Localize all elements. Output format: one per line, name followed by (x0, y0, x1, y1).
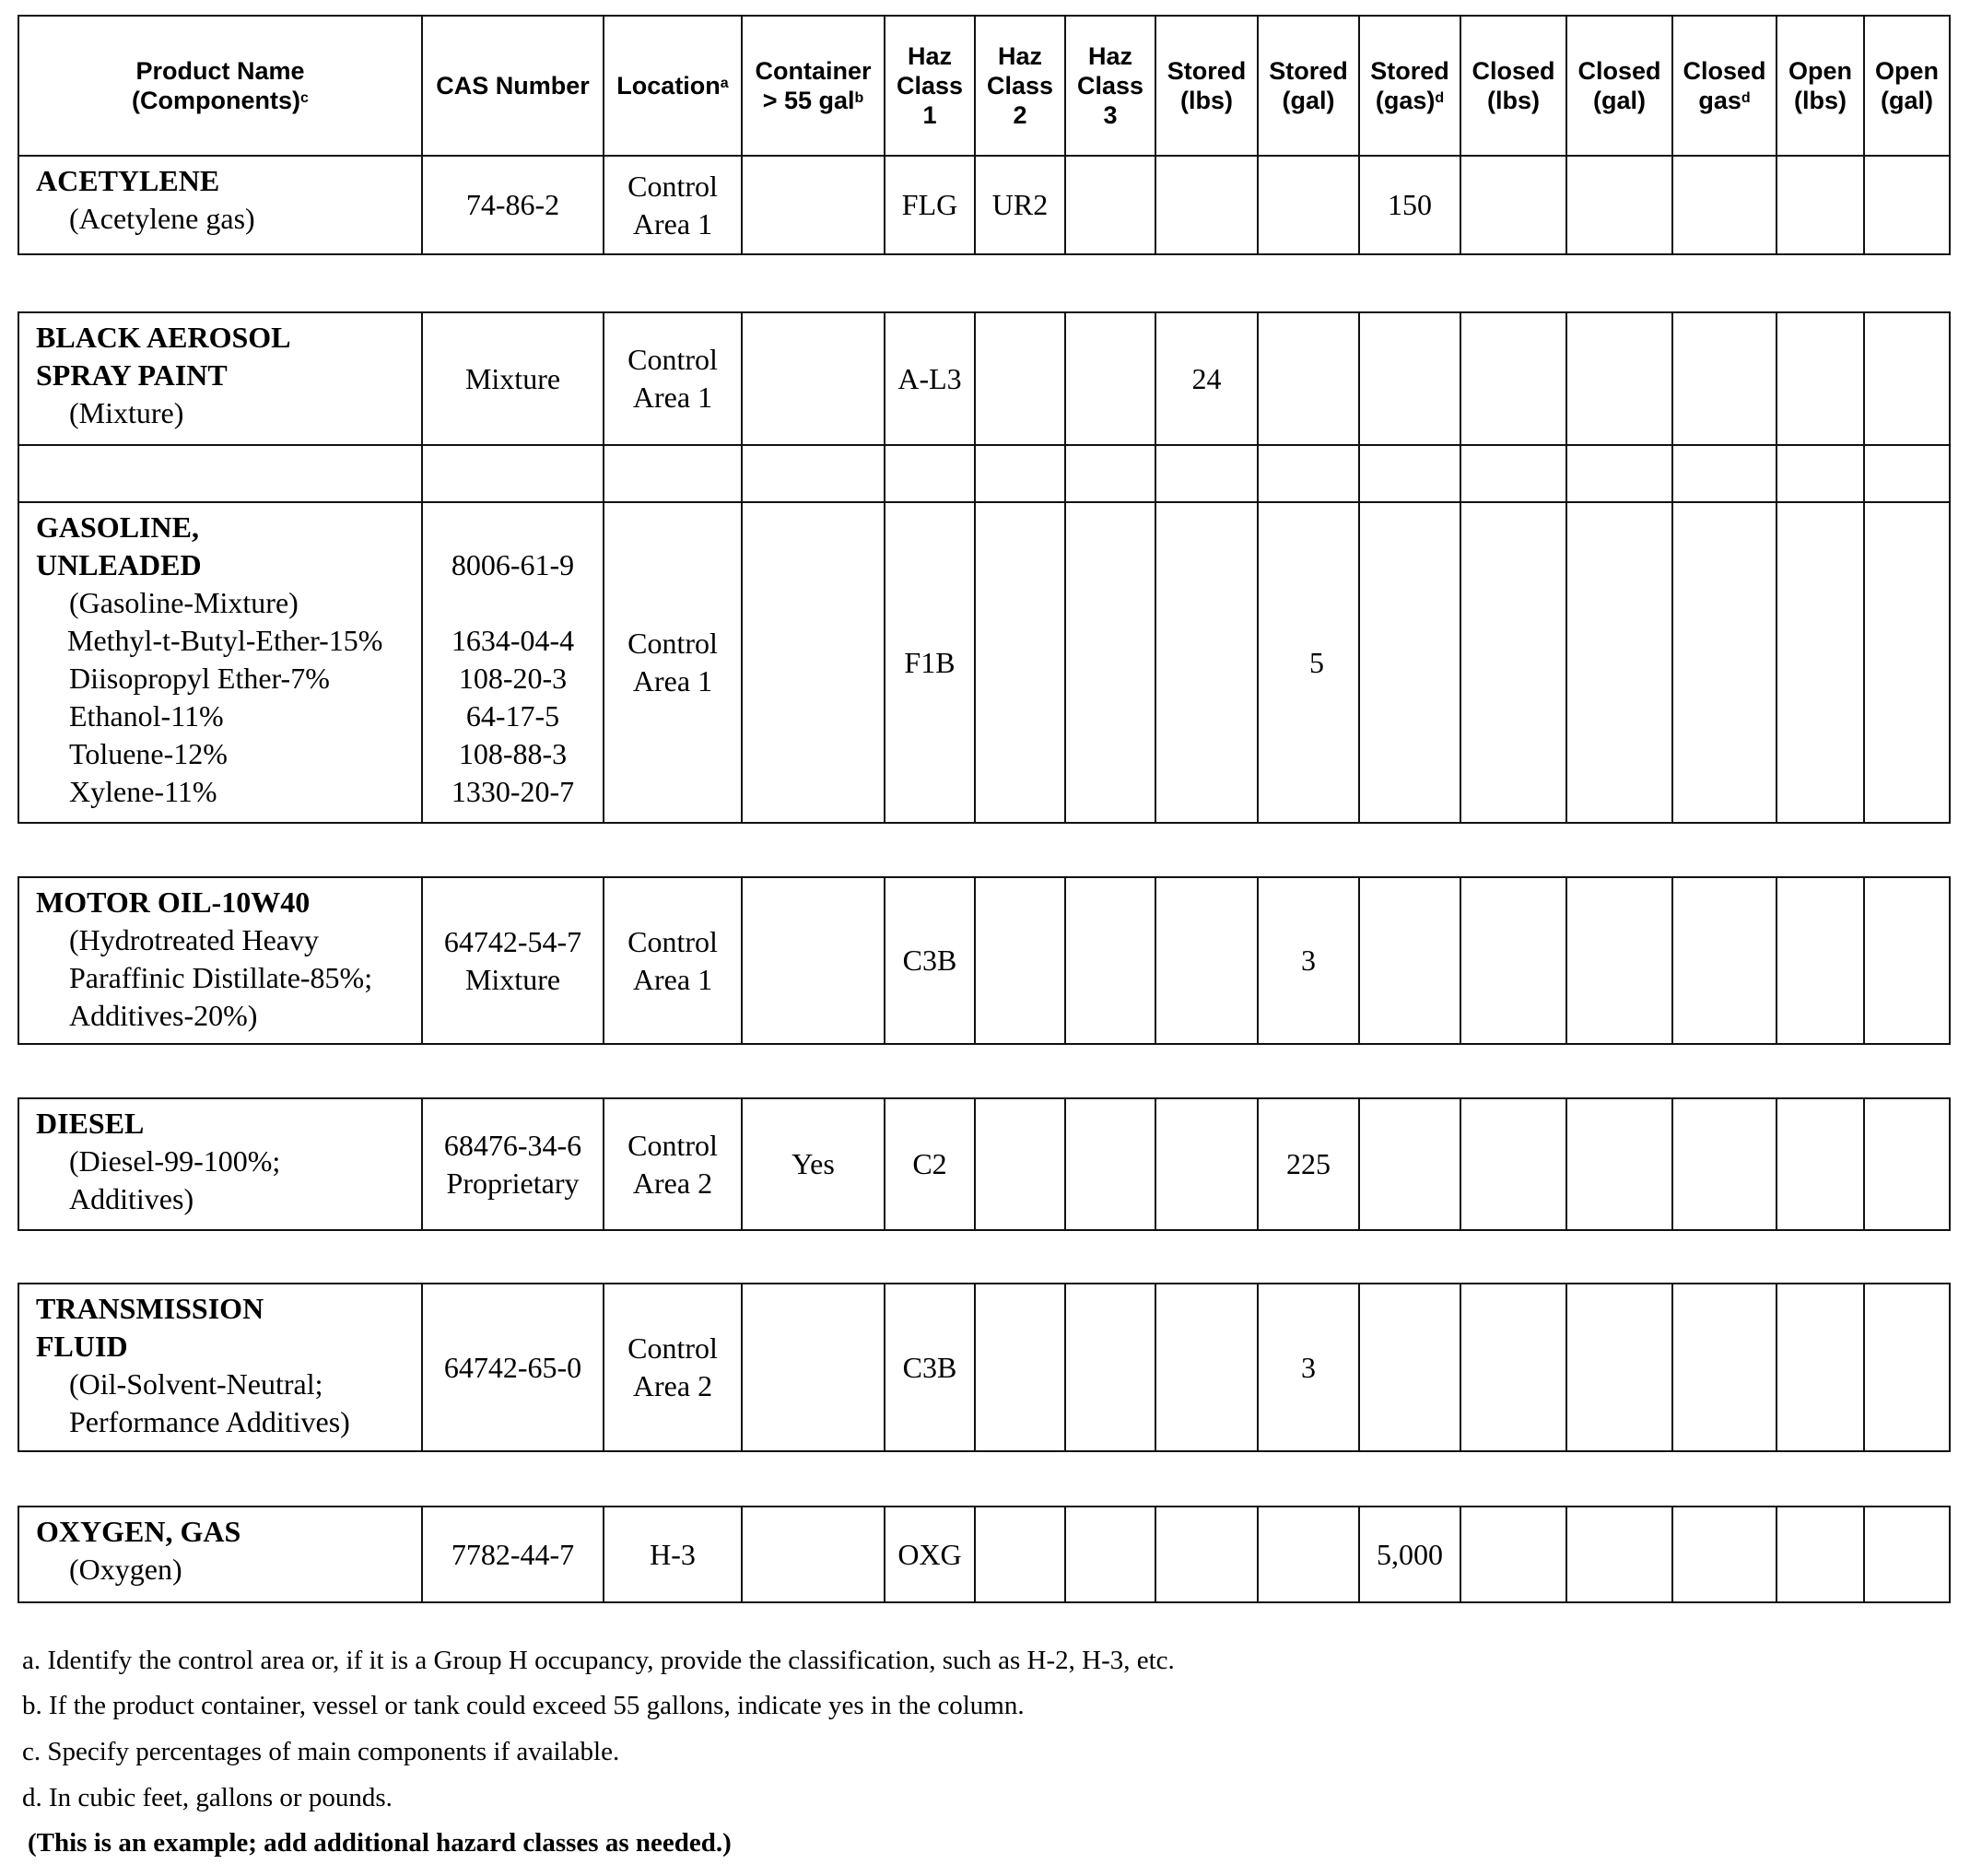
closed-lbs (1460, 877, 1566, 1044)
product-name: DIESEL (36, 1107, 145, 1140)
header-stored-lbs: Stored (lbs) (1155, 16, 1258, 156)
open-lbs (1777, 312, 1864, 445)
header-container: Container > 55 gal$^b$ (742, 16, 885, 156)
product-component: (Mixture) (69, 396, 184, 429)
haz-class-3 (1065, 877, 1155, 1044)
product-name-cell (18, 1284, 422, 1451)
header-open-gal: Open (gal) (1864, 16, 1950, 156)
table-row-acetylene (18, 156, 1950, 254)
closed-gas (1672, 1284, 1777, 1451)
stored-lbs (1155, 1507, 1258, 1602)
closed-gal (1566, 1284, 1672, 1451)
stored-gas (1359, 1284, 1460, 1451)
table-row-motor-oil (18, 877, 1950, 1044)
stored-gal (1258, 312, 1359, 445)
stored-gas: 5,000 (1359, 1507, 1460, 1602)
container-over-55 (742, 156, 885, 254)
open-gal (1864, 502, 1950, 823)
empty-cell (885, 445, 975, 502)
haz-class-2 (975, 1098, 1065, 1230)
haz-class-2 (975, 1507, 1065, 1602)
closed-lbs (1460, 156, 1566, 254)
table-row-black-aerosol (18, 312, 1950, 445)
haz-class-1: C3B (885, 877, 975, 1044)
product-name: ACETYLENE (36, 164, 220, 197)
stored-gas (1359, 312, 1460, 445)
stored-gal (1258, 156, 1359, 254)
container-over-55 (742, 312, 885, 445)
closed-lbs (1460, 312, 1566, 445)
container-over-55: Yes (742, 1098, 885, 1230)
hazmat-table-oxygen (18, 1506, 1951, 1603)
product-component: (Hydrotreated Heavy (69, 923, 319, 956)
location: H-3 (604, 1507, 742, 1602)
cas-number: Mixture (422, 312, 604, 445)
stored-lbs (1155, 877, 1258, 1044)
stored-gas (1359, 1098, 1460, 1230)
closed-gal (1566, 1098, 1672, 1230)
product-component: (Oil-Solvent-Neutral; (69, 1367, 323, 1401)
product-component: (Diesel-99-100%; (69, 1144, 281, 1178)
container-over-55 (742, 1284, 885, 1451)
hazmat-table-diesel (18, 1097, 1951, 1231)
open-lbs (1777, 1507, 1864, 1602)
hazmat-table-motor-oil (18, 876, 1951, 1045)
footnote-d: d. In cubic feet, gallons or pounds. (22, 1783, 393, 1812)
stored-lbs (1155, 1098, 1258, 1230)
haz-class-1: C2 (885, 1098, 975, 1230)
haz-class-3 (1065, 1098, 1155, 1230)
open-lbs (1777, 502, 1864, 823)
haz-class-1: F1B (885, 502, 975, 823)
closed-gal (1566, 502, 1672, 823)
empty-cell (422, 445, 604, 502)
empty-cell (1359, 445, 1460, 502)
product-component: Ethanol-11% (69, 699, 224, 733)
closed-gas (1672, 1098, 1777, 1230)
location: Control Area 1 (604, 502, 742, 823)
empty-cell (1566, 445, 1672, 502)
product-component: Performance Additives) (69, 1405, 350, 1438)
stored-gal (1258, 1507, 1359, 1602)
table-row-oxygen (18, 1507, 1950, 1602)
closed-gal (1566, 877, 1672, 1044)
header-row (18, 16, 1950, 156)
stored-lbs (1155, 1284, 1258, 1451)
product-component: Additives-20%) (69, 999, 258, 1032)
product-name-cell (18, 502, 422, 823)
open-gal (1864, 1098, 1950, 1230)
product-name-cell (18, 156, 422, 254)
open-gal (1864, 877, 1950, 1044)
haz-class-3 (1065, 1284, 1155, 1451)
header-closed-lbs: Closed (lbs) (1460, 16, 1566, 156)
haz-class-1: C3B (885, 1284, 975, 1451)
closed-gal (1566, 312, 1672, 445)
haz-class-2 (975, 312, 1065, 445)
open-gal (1864, 156, 1950, 254)
closed-gas (1672, 502, 1777, 823)
stored-gas (1359, 502, 1460, 823)
stored-lbs (1155, 156, 1258, 254)
location: Control Area 2 (604, 1098, 742, 1230)
product-name: MOTOR OIL-10W40 (36, 885, 311, 919)
haz-class-3 (1065, 156, 1155, 254)
location: Control Area 1 (604, 877, 742, 1044)
header-closed-gal: Closed (gal) (1566, 16, 1672, 156)
closed-lbs (1460, 502, 1566, 823)
example-note: (This is an example; add additional hazard classes as needed.) (28, 1828, 732, 1858)
footnote-a: a. Identify the control area or, if it is a Group H occupancy, provide the classification, such as H-2, H-3, etc. (22, 1646, 1175, 1675)
product-component: Additives) (69, 1182, 194, 1215)
location: Control Area 1 (604, 156, 742, 254)
closed-lbs (1460, 1284, 1566, 1451)
container-over-55 (742, 877, 885, 1044)
header-stored-gas: Stored (gas)$^d$ (1359, 16, 1460, 156)
table-row-empty (18, 445, 1950, 502)
empty-cell (1460, 445, 1566, 502)
open-gal (1864, 312, 1950, 445)
haz-class-1: OXG (885, 1507, 975, 1602)
closed-lbs (1460, 1098, 1566, 1230)
haz-class-2 (975, 1284, 1065, 1451)
closed-gas (1672, 1507, 1777, 1602)
product-name: OXYGEN, GAS (36, 1515, 241, 1548)
empty-cell (1777, 445, 1864, 502)
cas-number: 8006-61-9 1634-04-4 108-20-3 64-17-5 108-88-3 1330-20-7 (422, 502, 604, 823)
product-name-cell (18, 1098, 422, 1230)
product-name: SPRAY PAINT (36, 358, 228, 392)
cas-number: 7782-44-7 (422, 1507, 604, 1602)
open-lbs (1777, 1284, 1864, 1451)
cas-number: 74-86-2 (422, 156, 604, 254)
empty-cell (1155, 445, 1258, 502)
closed-gas (1672, 312, 1777, 445)
cas-number: 68476-34-6 Proprietary (422, 1098, 604, 1230)
product-name: GASOLINE, (36, 510, 199, 544)
header-cas-number: CAS Number (422, 16, 604, 156)
product-name-cell (18, 877, 422, 1044)
stored-gas: 150 (1359, 156, 1460, 254)
footnote-c: c. Specify percentages of main components if available. (22, 1737, 620, 1766)
haz-class-2 (975, 877, 1065, 1044)
header-haz-class-2: Haz Class 2 (975, 16, 1065, 156)
product-component: (Acetylene gas) (69, 202, 255, 235)
header-location: Location$^a$ (604, 16, 742, 156)
product-component: (Oxygen) (69, 1553, 182, 1586)
product-component: Paraffinic Distillate-85%; (69, 961, 373, 994)
header-closed-gas: Closed gas$^d$ (1672, 16, 1777, 156)
haz-class-1: FLG (885, 156, 975, 254)
table-row-gasoline (18, 502, 1950, 823)
stored-lbs: 24 (1155, 312, 1258, 445)
empty-cell (604, 445, 742, 502)
closed-gas (1672, 156, 1777, 254)
hazmat-table-header-acetylene (18, 15, 1951, 255)
stored-gal: 5 (1258, 502, 1359, 823)
location: Control Area 2 (604, 1284, 742, 1451)
stored-lbs (1155, 502, 1258, 823)
empty-cell (1864, 445, 1950, 502)
closed-gal (1566, 156, 1672, 254)
haz-class-3 (1065, 502, 1155, 823)
empty-cell (1065, 445, 1155, 502)
product-name-cell (18, 1507, 422, 1602)
header-product-name: Product Name (Components)$^c$ (18, 16, 422, 156)
header-haz-class-3: Haz Class 3 (1065, 16, 1155, 156)
haz-class-3 (1065, 1507, 1155, 1602)
product-name-cell (18, 312, 422, 445)
stored-gas (1359, 877, 1460, 1044)
header-open-lbs: Open (lbs) (1777, 16, 1864, 156)
product-component: (Gasoline-Mixture) (69, 586, 299, 619)
haz-class-3 (1065, 312, 1155, 445)
empty-cell (1258, 445, 1359, 502)
hazmat-table-transmission-fluid (18, 1283, 1951, 1452)
cas-number: 64742-65-0 (422, 1284, 604, 1451)
product-name: BLACK AEROSOL (36, 321, 291, 354)
closed-gal (1566, 1507, 1672, 1602)
empty-cell (742, 445, 885, 502)
footnote-b: b. If the product container, vessel or tank could exceed 55 gallons, indicate yes in the column. (22, 1691, 1025, 1720)
product-name: UNLEADED (36, 548, 202, 581)
closed-lbs (1460, 1507, 1566, 1602)
location: Control Area 1 (604, 312, 742, 445)
open-gal (1864, 1507, 1950, 1602)
open-lbs (1777, 877, 1864, 1044)
header-stored-gal: Stored (gal) (1258, 16, 1359, 156)
hazmat-table-aerosol-gasoline (18, 311, 1951, 824)
empty-cell (975, 445, 1065, 502)
stored-gal: 225 (1258, 1098, 1359, 1230)
closed-gas (1672, 877, 1777, 1044)
open-lbs (1777, 156, 1864, 254)
stored-gal: 3 (1258, 877, 1359, 1044)
cas-number: 64742-54-7 Mixture (422, 877, 604, 1044)
product-name: TRANSMISSION (36, 1292, 264, 1325)
product-name: FLUID (36, 1330, 128, 1363)
table-row-diesel (18, 1098, 1950, 1230)
product-component: Xylene-11% (69, 775, 217, 808)
open-lbs (1777, 1098, 1864, 1230)
container-over-55 (742, 502, 885, 823)
product-component: Diisopropyl Ether-7% (69, 662, 330, 695)
empty-cell (18, 445, 422, 502)
container-over-55 (742, 1507, 885, 1602)
open-gal (1864, 1284, 1950, 1451)
haz-class-2 (975, 502, 1065, 823)
product-component: Toluene-12% (69, 737, 228, 770)
stored-gal: 3 (1258, 1284, 1359, 1451)
haz-class-2: UR2 (975, 156, 1065, 254)
table-row-transmission-fluid (18, 1284, 1950, 1451)
empty-cell (1672, 445, 1777, 502)
haz-class-1: A-L3 (885, 312, 975, 445)
product-component: Methyl-t-Butyl-Ether-15% (67, 624, 383, 657)
header-haz-class-1: Haz Class 1 (885, 16, 975, 156)
